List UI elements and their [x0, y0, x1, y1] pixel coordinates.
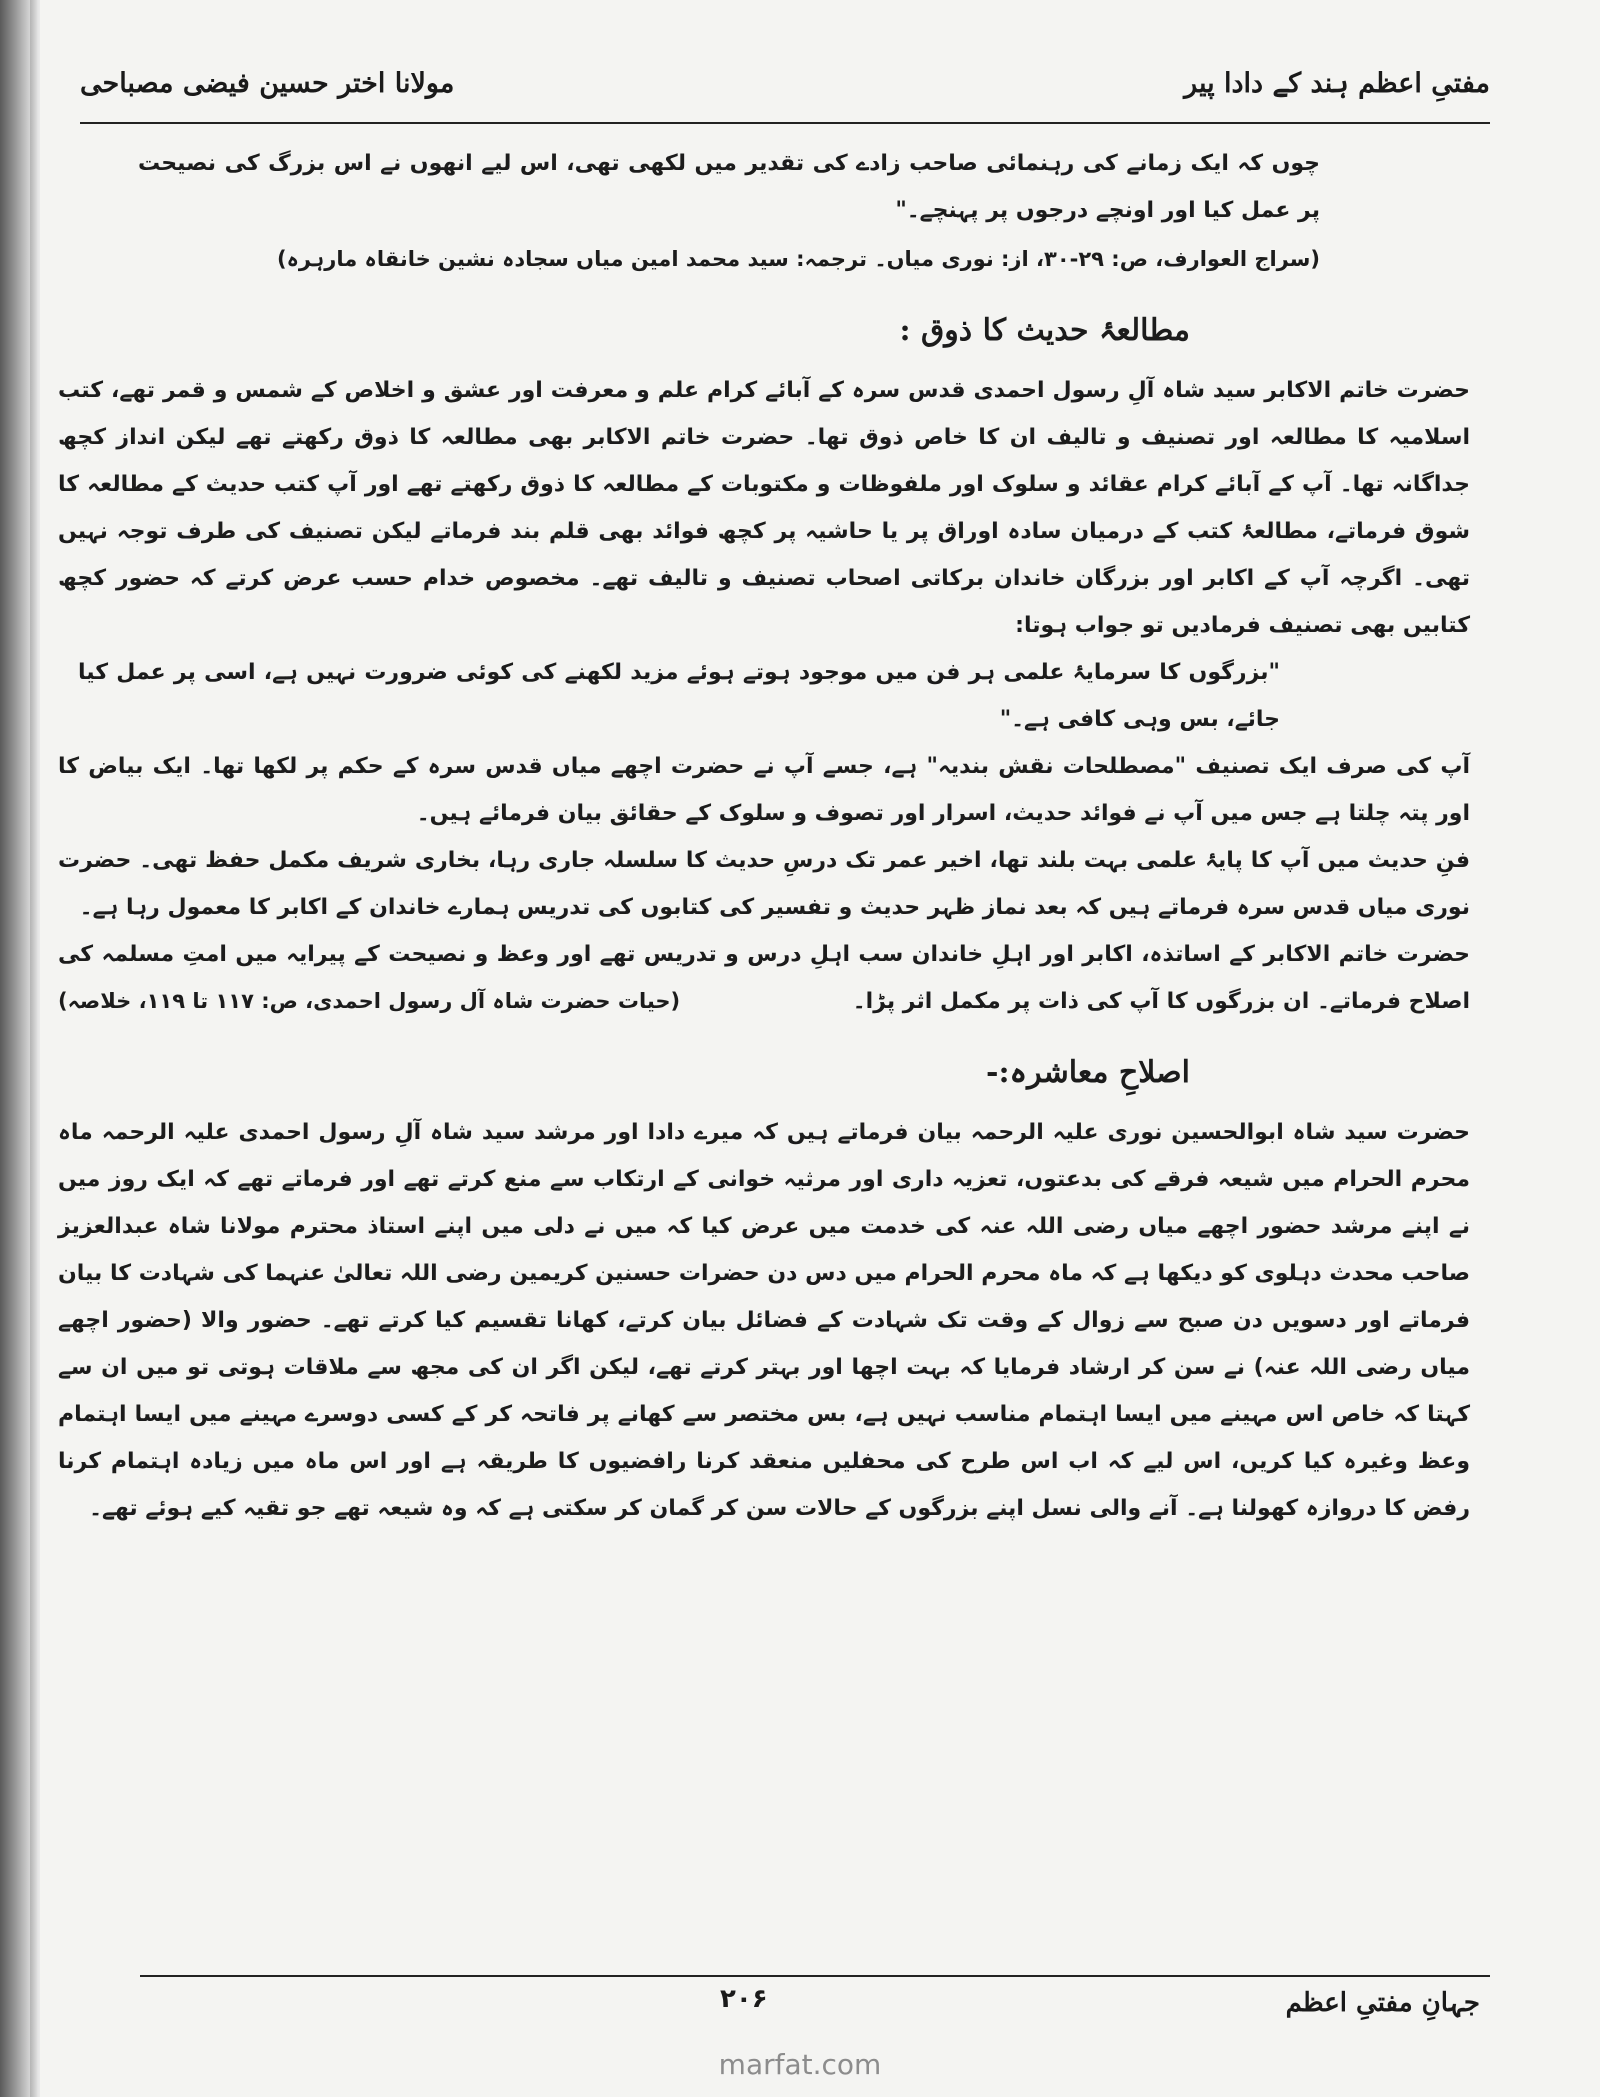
- site-watermark: marfat.com: [718, 2048, 882, 2081]
- section-heading-hadith: مطالعۂ حدیث کا ذوق :: [899, 313, 1190, 348]
- footer-rule: [140, 1975, 1490, 1977]
- header-book-title: مفتیِ اعظم ہند کے دادا پیر: [1184, 68, 1490, 99]
- paragraph-single-work: آپ کی صرف ایک تصنیف "مصطلحات نقش بندیہ" ہے، جسے آپ نے حضرت اچھے میاں قدس سرہ کے حکم پر لکھا تھا۔ ایک بیاض کا اور پتہ چلتا ہے جس میں آپ نے فوائد حدیث، اسرار اور تصوف و سلوک کے حقائق بیان فرمائے ہیں۔: [58, 754, 1470, 826]
- header-author: مولانا اختر حسین فیضی مصباحی: [80, 68, 455, 99]
- paragraph-teachers-text: حضرت خاتم الاکابر کے اساتذہ، اکابر اور اہلِ خاندان سب اہلِ درس و تدریس تھے اور وعظ و نصیحت کے پیرایہ میں امتِ مسلمہ کی اصلاح فرماتے۔ ان بزرگوں کا آپ کی ذات پر مکمل اثر پڑا۔: [58, 942, 1470, 1014]
- paragraph-hadith-expertise: فنِ حدیث میں آپ کا پایۂ علمی بہت بلند تھا، اخیر عمر تک درسِ حدیث کا سلسلہ جاری رہا، بخاری شریف مکمل حفظ تھی۔ حضرت نوری میاں قدس سرہ فرماتے ہیں کہ بعد نماز ظہر حدیث و تفسیر کی کتابوں کی تدریس ہمارے خاندان کے اکابر کا معمول رہا ہے۔: [58, 848, 1470, 920]
- running-header: [80, 62, 1490, 124]
- quote-continuation: چوں کہ ایک زمانے کی رہنمائی صاحب زادے کی تقدیر میں لکھی تھی، اس لیے انھوں نے اس بزرگ کی نصیحت پر عمل کیا اور اونچے درجوں پر پہنچے۔": [138, 151, 1320, 223]
- quote-elders: "بزرگوں کا سرمایۂ علمی ہر فن میں موجود ہوتے ہوئے مزید لکھنے کی کوئی ضرورت نہیں ہے، اسی پر عمل کیا جائے، بس وہی کافی ہے۔": [78, 660, 1280, 732]
- paragraph-muharram: حضرت سید شاہ ابوالحسین نوری علیہ الرحمہ بیان فرماتے ہیں کہ میرے دادا اور مرشد سید شاہ آلِ رسول احمدی علیہ الرحمہ ماہ محرم الحرام میں شیعہ فرقے کی بدعتوں، تعزیہ داری اور مرثیہ خوانی کے ارتکاب سے منع کرتے تھے اور فرماتے تھے کہ ایک روز میں نے اپنے مرشد حضور اچھے میاں رضی اللہ عنہ کی خدمت میں عرض کیا کہ میں نے دلی میں اپنے استاذ محترم مولانا شاہ عبدالعزیز صاحب محدث دہلوی کو دیکھا ہے کہ ماہ محرم الحرام میں دس دن حضرات حسنین کریمین رضی اللہ تعالیٰ عنہما کی شہادت کا بیان فرماتے اور دسویں دن صبح سے زوال کے وقت تک شہادت کے فضائل بیان کرتے، کھانا تقسیم کیا کرتے تھے۔ حضور والا (حضور اچھے میاں رضی اللہ عنہ) نے سن کر ارشاد فرمایا کہ بہت اچھا اور بہتر کرتے تھے، لیکن اگر ان کی مجھ سے ملاقات ہوتی تو میں ان سے کہتا کہ خاص اس مہینے میں ایسا اہتمام مناسب نہیں ہے، بس مختصر سے کھانے پر فاتحہ کر کے کسی دوسرے مہینے میں ایسا اہتمام وعظ وغیرہ کیا کریں، اس لیے کہ اب اس طرح کی محفلیں منعقد کرنا رافضیوں کا طریقہ ہے اور اس ماہ میں زیادہ اہتمام کرنا رفض کا دروازہ کھولنا ہے۔ آنے والی نسل اپنے بزرگوں کے حالات سن کر گمان کر سکتی ہے کہ وہ شیعہ تھے جو تقیہ کیے ہوئے تھے۔: [58, 1120, 1470, 1521]
- section-heading-social-reform: اصلاحِ معاشرہ:-: [986, 1055, 1190, 1090]
- paragraph-hadith-study: حضرت خاتم الاکابر سید شاہ آلِ رسول احمدی قدس سرہ کے آبائے کرام علم و معرفت اور عشق و اخلاص کے شمس و قمر تھے، کتب اسلامیہ کا مطالعہ اور تصنیف و تالیف ان کا خاص ذوق تھا۔ حضرت خاتم الاکابر بھی مطالعہ کا ذوق رکھتے تھے لیکن انداز کچھ جداگانہ تھا۔ آپ کے آبائے کرام عقائد و سلوک اور ملفوظات و مکتوبات کے مطالعہ کا ذوق رکھتے تھے اور آپ کتب حدیث کے مطالعہ کا شوق فرماتے، مطالعۂ کتب کے درمیان سادہ اوراق پر یا حاشیہ پر کچھ فوائد بھی قلم بند فرماتے لیکن تصنیف کی طرف توجہ نہیں تھی۔ اگرچہ آپ کے اکابر اور بزرگان خاندان برکاتی اصحاب تصنیف و تالیف تھے۔ مخصوص خدام حسب عرض کرتے کہ حضور کچھ کتابیں بھی تصنیف فرمادیں تو جواب ہوتا:: [58, 378, 1470, 638]
- source-reference-hayat: (حیات حضرت شاہ آل رسول احمدی، ص: ۱۱۷ تا ۱۱۹، خلاصہ): [58, 989, 681, 1013]
- source-reference: (سراج العوارف، ص: ۲۹-۳۰، از: نوری میاں۔ ترجمہ: سید محمد امین میاں سجادہ نشین خانقاہ مارہرہ): [276, 247, 1320, 271]
- paragraph-teachers-influence: [58, 931, 1530, 1025]
- page-number: ۲۰۶: [720, 1984, 768, 2014]
- book-page: [40, 0, 1600, 2097]
- page-body: [58, 140, 1530, 1532]
- footer-book-title: جہانِ مفتیِ اعظم: [1285, 1988, 1480, 2018]
